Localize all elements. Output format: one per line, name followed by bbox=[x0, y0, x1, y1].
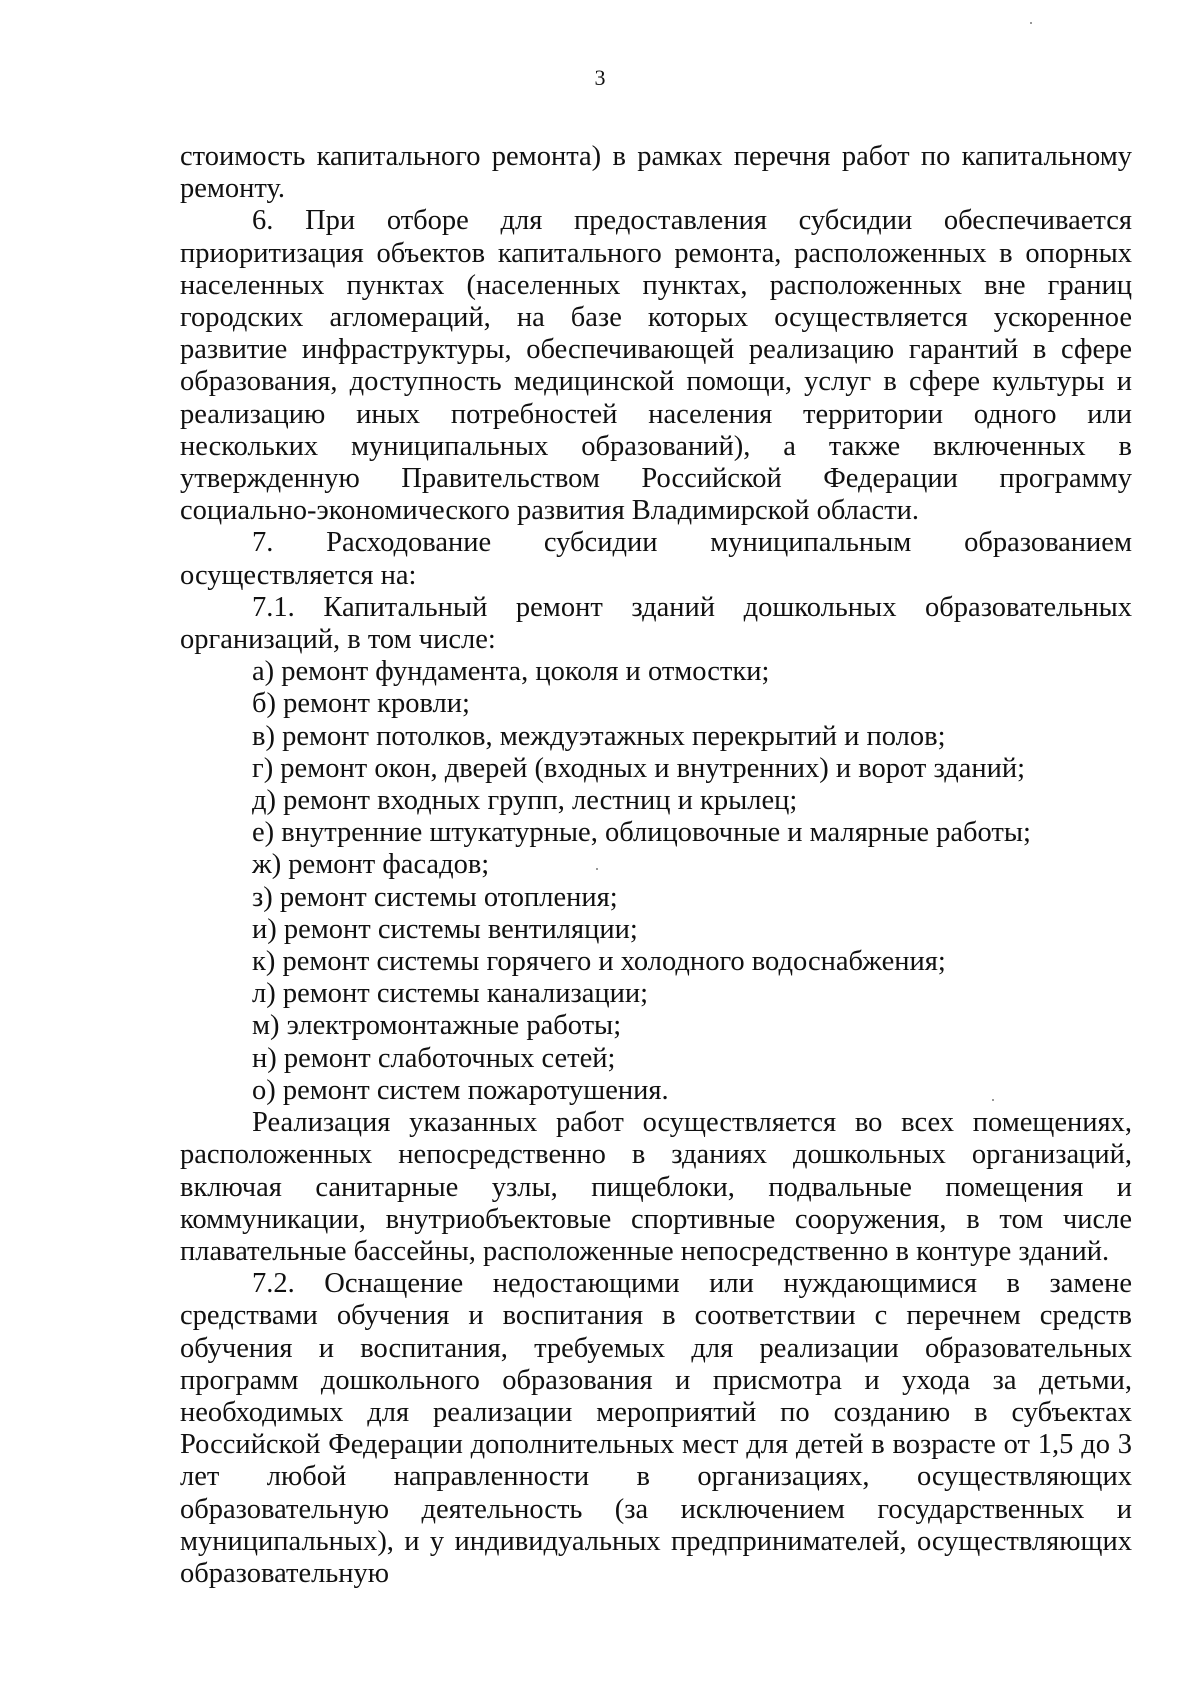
paragraph-continuation: стоимость капитального ремонта) в рамках перечня работ по капитальному ремонту. bbox=[180, 141, 1132, 205]
paragraph-7-1: 7.1. Капитальный ремонт зданий дошкольных образовательных организаций, в том числе: bbox=[180, 591, 1132, 656]
list-item: в) ремонт потолков, междуэтажных перекрытий и полов; bbox=[252, 720, 946, 752]
list-item: к) ремонт системы горячего и холодного водоснабжения; bbox=[252, 946, 946, 978]
list-item: г) ремонт окон, дверей (входных и внутренних) и ворот зданий; bbox=[252, 752, 1026, 784]
list-item: м) электромонтажные работы; bbox=[252, 1010, 622, 1042]
paragraph-7: 7. Расходование субсидии муниципальным образованием осуществляется на: bbox=[180, 527, 1132, 591]
list-item: н) ремонт слаботочных сетей; bbox=[252, 1042, 616, 1074]
list-item: б) ремонт кровли; bbox=[252, 688, 470, 720]
scan-speck bbox=[1030, 22, 1032, 24]
paragraph-realization: Реализация указанных работ осуществляется во всех помещениях, расположенных непосредственно в зданиях дошкольных организаций, включая санитарные узлы, пищеблоки, подвальные помещения и коммуникации, внутриобъектовые спортивные сооружения, в том числе плавательные бассейны, расположенные непосредственно в контуре зданий. bbox=[180, 1107, 1132, 1267]
list-item: а) ремонт фундамента, цоколя и отмостки; bbox=[252, 656, 770, 688]
list-item: о) ремонт систем пожаротушения. bbox=[252, 1074, 669, 1106]
list-item: д) ремонт входных групп, лестниц и крылец; bbox=[252, 785, 798, 817]
list-item: з) ремонт системы отопления; bbox=[252, 881, 618, 913]
list-item: е) внутренние штукатурные, облицовочные и малярные работы; bbox=[252, 817, 1031, 849]
paragraph-6: 6. При отборе для предоставления субсидии обеспечивается приоритизация объектов капитального ремонта, расположенных в опорных населенных пунктах (населенных пунктах, расположенных вне границ городских агломераций, на базе которых осуществляется ускоренное развитие инфраструктуры, обеспечивающей реализацию гарантий в сфере образования, доступность медицинской помощи, услуг в сфере культуры и реализацию иных потребностей населения территории одного или нескольких муниципальных образований), а также включенных в утвержденную Правительством Российской Федерации программу социально-экономического развития Владимирской области. bbox=[180, 205, 1132, 527]
list-item: л) ремонт системы канализации; bbox=[252, 978, 649, 1010]
scan-speck bbox=[992, 1099, 994, 1101]
document-body bbox=[180, 141, 1132, 1590]
paragraph-7-2: 7.2. Оснащение недостающими или нуждающимися в замене средствами обучения и воспитания в соответствии с перечнем средств обучения и воспитания, требуемых для реализации образовательных программ дошкольного образования и присмотра и ухода за детьми, необходимых для реализации мероприятий по созданию в субъектах Российской Федерации дополнительных мест для детей в возрасте от 1,5 до 3 лет любой направленности в организациях, осуществляющих образовательную деятельность (за исключением государственных и муниципальных), и у индивидуальных предпринимателей, осуществляющих образовательную bbox=[180, 1268, 1132, 1589]
list-item: ж) ремонт фасадов; bbox=[252, 849, 490, 881]
scan-speck bbox=[596, 868, 598, 870]
list-7-1 bbox=[180, 656, 1132, 1107]
list-item: и) ремонт системы вентиляции; bbox=[252, 913, 638, 945]
page-number: 3 bbox=[594, 65, 606, 90]
